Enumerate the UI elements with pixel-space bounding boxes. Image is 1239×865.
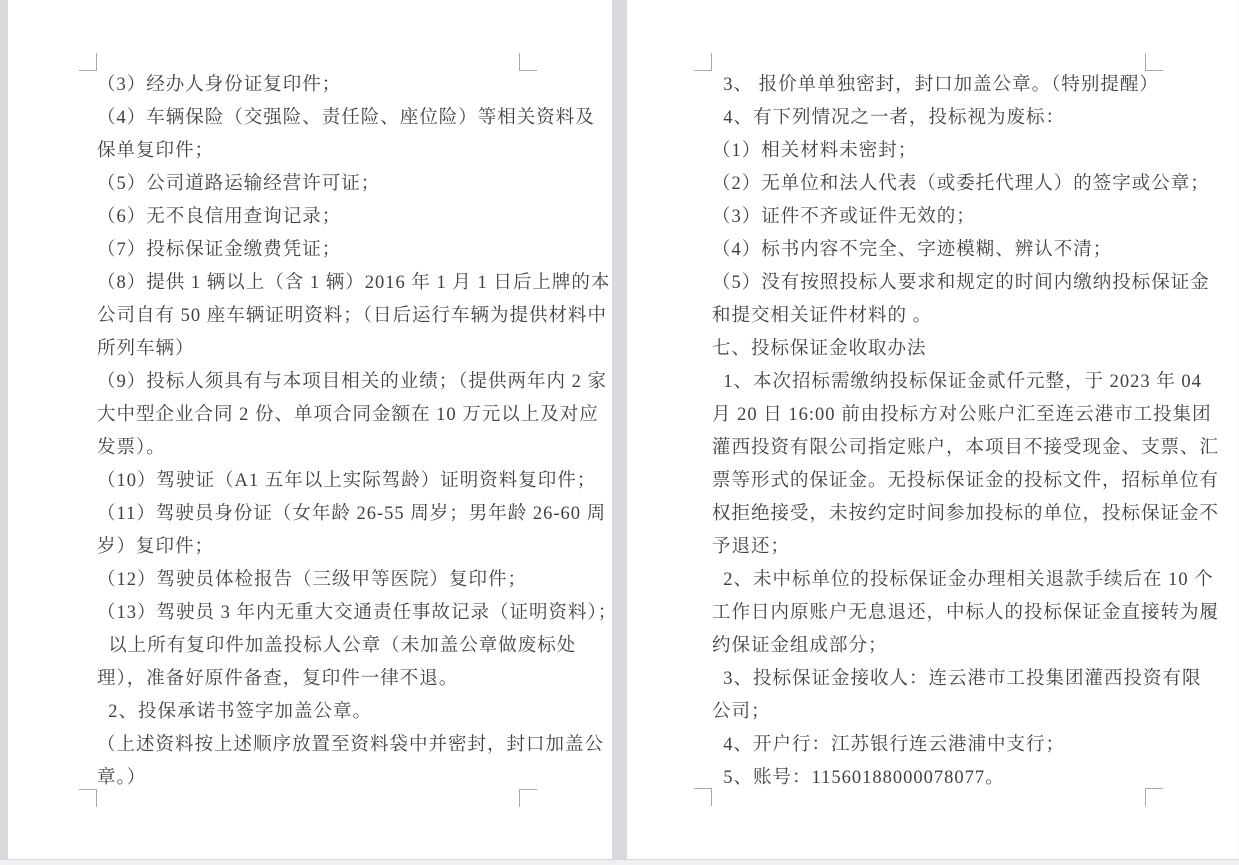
- text-line: 公司；: [712, 702, 771, 722]
- text-line: 约保证金组成部分；: [712, 636, 888, 656]
- text-line: 月 20 日 16:00 前由投标方对公账户汇至连云港市工投集团: [712, 405, 1212, 425]
- text-line: （5）没有按照投标人要求和规定的时间内缴纳投标保证金: [712, 273, 1210, 293]
- text-line: 2、投保承诺书签字加盖公章。: [97, 702, 373, 722]
- text-line: （11）驾驶员身份证（女年龄 26-55 周岁；男年龄 26-60 周: [97, 504, 607, 524]
- text-line: （7）投标保证金缴费凭证；: [97, 240, 342, 260]
- text-line: 4、开户行：江苏银行连云港浦中支行；: [712, 735, 1066, 755]
- text-line: 岁）复印件；: [97, 537, 215, 557]
- text-line: 4、有下列情况之一者，投标视为废标：: [712, 108, 1066, 128]
- text-boundary-mark-bottomleft-right-page: [694, 788, 712, 806]
- text-line: 七、投标保证金收取办法: [712, 339, 927, 359]
- text-line: 予退还；: [712, 537, 791, 557]
- text-line: （2）无单位和法人代表（或委托代理人）的签字或公章；: [712, 174, 1210, 194]
- text-line: 工作日内原账户无息退还，中标人的投标保证金直接转为履: [712, 603, 1220, 623]
- text-line: （4）标书内容不完全、字迹模糊、辨认不清；: [712, 240, 1113, 260]
- text-line: 3、 报价单单独密封，封口加盖公章。（特别提醒）: [712, 75, 1159, 95]
- text-line: 灌西投资有限公司指定账户，本项目不接受现金、支票、汇: [712, 438, 1220, 458]
- text-line: （3）经办人身份证复印件；: [97, 75, 342, 95]
- text-line: 公司自有 50 座车辆证明资料；（日后运行车辆为提供材料中: [97, 306, 608, 326]
- text-line: 所列车辆）: [97, 339, 195, 359]
- text-line: 2、未中标单位的投标保证金办理相关退款手续后在 10 个: [712, 570, 1214, 590]
- text-line: （12）驾驶员体检报告（三级甲等医院）复印件；: [97, 570, 528, 590]
- bottom-margin-area: [0, 859, 1239, 865]
- text-line: （8）提供 1 辆以上（含 1 辆）2016 年 1 月 1 日后上牌的本: [97, 273, 611, 293]
- text-line: 发票）。: [97, 438, 166, 458]
- text-line: 以上所有复印件加盖投标人公章（未加盖公章做废标处: [97, 636, 577, 656]
- text-line: （1）相关材料未密封；: [712, 141, 918, 161]
- text-line: 理），准备好原件备查，复印件一律不退。: [97, 669, 459, 689]
- left-page-text: [97, 69, 618, 795]
- text-line: （4）车辆保险（交强险、责任险、座位险）等相关资料及: [97, 108, 595, 128]
- text-line: 5、账号：11560188000078077。: [712, 768, 1005, 788]
- text-line: （13）驾驶员 3 年内无重大交通责任事故记录（证明资料）；: [97, 603, 618, 623]
- text-line: （9）投标人须具有与本项目相关的业绩；（提供两年内 2 家: [97, 372, 608, 392]
- text-line: 3、投标保证金接收人：连云港市工投集团灌西投资有限: [712, 669, 1202, 689]
- text-boundary-mark-topleft-left-page: [79, 53, 97, 71]
- text-line: 保单复印件；: [97, 141, 215, 161]
- text-line: （3）证件不齐或证件无效的；: [712, 207, 976, 227]
- text-line: 1、本次招标需缴纳投标保证金贰仟元整，于 2023 年 04: [712, 372, 1202, 392]
- text-line: 权拒绝接受，未按约定时间参加投标的单位，投标保证金不: [712, 504, 1220, 524]
- text-boundary-mark-bottomleft-left-page: [79, 789, 97, 807]
- text-line: 章。）: [97, 768, 147, 788]
- text-line: 和提交相关证件材料的 。: [712, 306, 933, 326]
- text-line: （6）无不良信用查询记录；: [97, 207, 342, 227]
- text-line: 大中型企业合同 2 份、单项合同金额在 10 万元以上及对应: [97, 405, 599, 425]
- text-line: （5）公司道路运输经营许可证；: [97, 174, 381, 194]
- text-line: 票等形式的保证金。无投标保证金的投标文件，招标单位有: [712, 471, 1220, 491]
- text-line: （10）驾驶证（A1 五年以上实际驾龄）证明资料复印件；: [97, 471, 597, 491]
- text-boundary-mark-topleft-right-page: [694, 53, 712, 71]
- right-page-text: [712, 69, 1220, 795]
- text-line: （上述资料按上述顺序放置至资料袋中并密封，封口加盖公: [97, 735, 605, 755]
